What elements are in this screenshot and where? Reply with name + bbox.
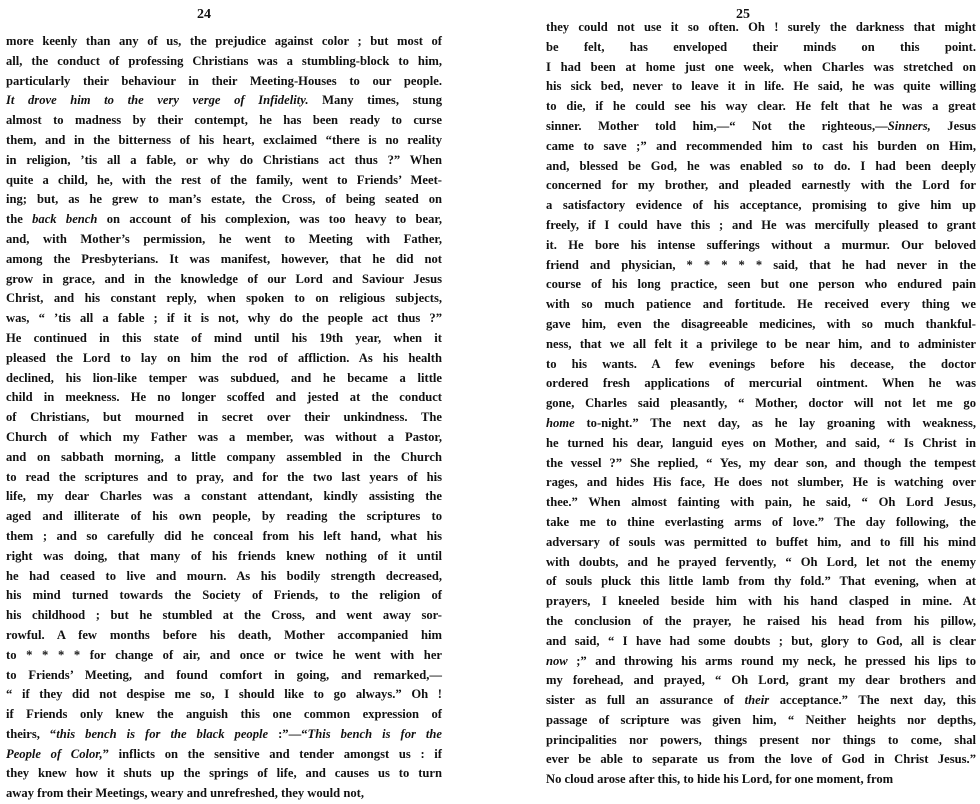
text-line [6, 270, 442, 290]
text-run: all, the conduct of professing Christians was a stumbling-block to him, [6, 53, 442, 68]
text-run: Jesus [930, 118, 977, 133]
text-line [546, 256, 976, 276]
text-run: and, with Mother’s permission, he went to Meeting with Father, [6, 231, 442, 246]
text-line [6, 388, 442, 408]
text-line [6, 428, 442, 448]
text-line [546, 117, 976, 137]
text-line [6, 448, 442, 468]
italic-text: It drove him to the very verge of Infidelity. [6, 93, 309, 108]
page-number: 25 [736, 7, 750, 22]
text-line [6, 369, 442, 389]
text-run: the conclusion of the prayer, he raised his head from his pillow, [546, 613, 976, 628]
text-line [6, 487, 442, 507]
text-line [546, 612, 976, 632]
text-run: thee.” When almost fainting with pain, he said, “ Oh Lord Jesus, [546, 495, 976, 510]
text-line [546, 374, 976, 394]
text-run: to * * * * for change of air, and once or twice he went with her [6, 647, 442, 662]
text-run: with doubts, and he prayed fervently, “ Oh Lord, let not the enemy [546, 554, 976, 569]
text-run: be felt, has enveloped their minds on this point. [546, 39, 976, 54]
text-line [6, 250, 442, 270]
text-run: theirs, “ [6, 726, 57, 741]
italic-text: back bench [32, 212, 98, 227]
text-run: course of his long practice, seen but one person who endured pain [546, 277, 976, 292]
text-run: Christ, and his constant reply, when spoken to on religious subjects, [6, 291, 442, 306]
text-run: ness, that we all felt it a privilege to be near him, and to administer [546, 336, 976, 351]
text-run: he turned his dear, languid eyes on Mother, and said, “ Is Christ in [546, 435, 976, 450]
text-run: ing; but, as he grew to man’s estate, the Cross, of being seated on [6, 192, 442, 207]
text-run: and, blessed be God, he was enabled so to do. I had been deeply [546, 158, 976, 173]
text-run: on account of his complexion, was too heavy to bear, [97, 212, 442, 227]
text-run: the vessel ?” She replied, “ Yes, my dear son, and though the tempest [546, 455, 976, 470]
text-run: :”—“ [268, 726, 308, 741]
text-line [546, 731, 976, 751]
text-run: concerned for my brother, and pleaded earnestly with the Lord for [546, 178, 976, 193]
text-run: ordered fresh applications of mercurial ointment. When he was [546, 376, 976, 391]
text-run: aged and illiterate of his own people, by reading the scriptures to [6, 509, 442, 524]
text-run: came to save ;” and recommended him to cast his burden on Him, [546, 138, 976, 153]
text-line [6, 52, 442, 72]
text-line [6, 131, 442, 151]
text-line [6, 329, 442, 349]
text-line [6, 626, 442, 646]
text-run: “ if they did not despise me so, I should like to go always.” Oh ! [6, 687, 442, 702]
text-line [6, 527, 442, 547]
text-run: them ; and so carefully did he conceal from his left hand, what his [6, 528, 442, 543]
text-run: with so much patience and fortitude. He received every thing we [546, 297, 976, 312]
text-line [6, 705, 442, 725]
text-run: in religion, ’tis all a fable, or why do Christians act thus ?” When [6, 152, 442, 167]
text-run: child in meekness. He no longer scoffed and jested at the conduct [6, 390, 442, 405]
text-run: he had ceased to live and mourn. As his bodily strength decreased, [6, 568, 442, 583]
text-run: of Christians, but mourned in secret over their unkindness. The [6, 410, 442, 425]
text-run: they could not use it so often. Oh ! surely the darkness that might [546, 20, 976, 34]
text-run: to Friends’ Meeting, and found comfort in going, and remarked,— [6, 667, 442, 682]
text-run: rages, and hides His face, He does not slumber, He is watching over [546, 475, 976, 490]
italic-text: People of Color, [6, 746, 103, 761]
text-line [546, 671, 976, 691]
text-run: Many times, stung [308, 93, 442, 108]
text-run: among the Presbyterians. It was manifest, however, that he did not [6, 251, 442, 266]
text-run: particularly their behaviour in their Meeting-Houses to our people. [6, 73, 442, 88]
text-line [6, 32, 442, 52]
text-line [546, 38, 976, 58]
italic-text: their [744, 693, 770, 708]
italic-text: home [546, 415, 575, 430]
text-line [6, 190, 442, 210]
text-line [546, 176, 976, 196]
page-text [546, 18, 976, 790]
italic-text: now [546, 653, 568, 668]
text-run: grow in grace, and in the knowledge of our Lord and Saviour Jesus [6, 271, 442, 286]
text-line [546, 275, 976, 295]
text-line [546, 97, 976, 117]
text-run: I had been at home just one week, when Charles was stretched on [546, 59, 976, 74]
text-line [546, 394, 976, 414]
text-line [546, 592, 976, 612]
text-line [6, 764, 442, 784]
text-run: sister as full an assurance of [546, 693, 745, 708]
text-run: away from their Meetings, weary and unrefreshed, they would not, [6, 786, 364, 801]
text-line [546, 572, 976, 592]
text-line [546, 632, 976, 652]
text-line [546, 533, 976, 553]
text-line [546, 434, 976, 454]
text-line [6, 309, 442, 329]
text-line [546, 236, 976, 256]
text-line [6, 289, 442, 309]
text-line [546, 454, 976, 474]
text-line [6, 646, 442, 666]
text-run: right was doing, that many of his friends knew nothing of it until [6, 548, 442, 563]
text-line [546, 553, 976, 573]
text-run: his sick bed, never to leave it in life. He said, he was quite willing [546, 79, 976, 94]
text-line [546, 691, 976, 711]
text-run: quite a child, he, with the rest of the family, went to Friends’ Meet- [6, 172, 442, 187]
text-run: to read the scriptures and to pray, and for the two last years of his [6, 469, 442, 484]
text-run: more keenly than any of us, the prejudice against color ; but most of [6, 34, 442, 48]
text-run: and said, “ I have had some doubts ; but, glory to God, all is clear [546, 633, 976, 648]
text-line [546, 335, 976, 355]
text-run: freely, if I could have this ; and He was mercifully pleased to grant [546, 217, 976, 232]
page-number: 24 [197, 7, 211, 22]
text-line [546, 493, 976, 513]
text-line [546, 58, 976, 78]
text-line [6, 606, 442, 626]
text-run: rowful. A few months before his death, Mother accompanied him [6, 627, 442, 642]
text-line [6, 408, 442, 428]
text-line [6, 468, 442, 488]
text-line [546, 473, 976, 493]
text-run: friend and physician, * * * * * said, that he had never in the [546, 257, 976, 272]
text-line [6, 210, 442, 230]
text-run: his childhood ; but he stumbled at the Cross, and went away sor- [6, 608, 442, 623]
text-line [546, 157, 976, 177]
text-run: gone, Charles said pleasantly, “ Mother, doctor will not let me go [546, 396, 976, 411]
text-line [546, 196, 976, 216]
text-run: gave him, even the disagreeable medicines, with so much thankful- [546, 316, 976, 331]
text-line [546, 414, 976, 434]
text-line [6, 784, 442, 804]
text-line [6, 745, 442, 765]
text-run: was, “ ’tis all a fable ; if it is not, why do the people act thus ?” [6, 311, 442, 326]
text-line [6, 586, 442, 606]
text-run: to-night.” The next day, as he lay groaning with weakness, [574, 415, 976, 430]
text-run: it. He bore his intense sufferings without a murmur. Our beloved [546, 237, 976, 252]
page-text [6, 32, 442, 804]
text-line [6, 666, 442, 686]
text-run: to die, if he could see his way clear. He felt that he was a great [546, 99, 976, 114]
text-run: take me to thine everlasting arms of love.” The day following, the [546, 514, 976, 529]
text-run: a satisfactory evidence of his acceptance, promising to give him up [546, 198, 976, 213]
text-line [6, 567, 442, 587]
text-line [6, 230, 442, 250]
text-run: ;” and throwing his arms round my neck, he pressed his lips to [567, 653, 976, 668]
text-run: the [6, 212, 33, 227]
text-run: declined, his lion-like temper was subdued, and he became a little [6, 370, 442, 385]
text-line [546, 315, 976, 335]
italic-text: this bench is for the black people [56, 726, 269, 741]
text-line [546, 770, 976, 790]
text-line [6, 349, 442, 369]
text-run: No cloud arose after this, to hide his Lord, for one moment, from [546, 772, 894, 787]
text-run: and on sabbath morning, a little company assembled in the Church [6, 449, 442, 464]
text-run: ever be able to separate us from the love of God in Christ Jesus.” [546, 752, 976, 767]
italic-text: Sinners, [887, 118, 931, 133]
text-line [6, 151, 442, 171]
text-line [6, 507, 442, 527]
text-line [546, 295, 976, 315]
text-line [546, 216, 976, 236]
text-run: passage of scripture was given him, “ Neither heights nor depths, [546, 712, 976, 727]
italic-text: This bench is for the [307, 726, 442, 741]
text-line [546, 513, 976, 533]
text-line [6, 72, 442, 92]
text-line [6, 91, 442, 111]
text-run: of souls pluck this little lamb from thy fold.” That evening, when at [546, 574, 976, 589]
text-run: acceptance.” The next day, this [769, 693, 976, 708]
text-run: almost to madness by their contempt, he has been ready to curse [6, 113, 442, 128]
text-run: if Friends only knew the anguish this one common expression of [6, 707, 442, 722]
text-run: pleased the Lord to lay on him the rod of affliction. As his health [6, 350, 442, 365]
text-line [6, 171, 442, 191]
text-run: He continued in this state of mind until his 19th year, when it [6, 330, 442, 345]
text-line [546, 137, 976, 157]
text-line [6, 725, 442, 745]
text-run: adversary of souls was permitted to buffet him, and to fill his mind [546, 534, 976, 549]
text-run: they knew how it shuts up the springs of life, and causes us to turn [6, 766, 442, 781]
text-run: sinner. Mother told him,—“ Not the righteous,— [546, 118, 888, 133]
text-run: prayers, I kneeled beside him with his hand clasped in mine. At [546, 594, 976, 609]
text-run: them, and in the bitterness of his heart, exclaimed “there is no reality [6, 132, 442, 147]
text-line [6, 685, 442, 705]
text-line [546, 355, 976, 375]
text-run: life, my dear Charles was a constant attendant, kindly assisting the [6, 489, 442, 504]
text-line [6, 547, 442, 567]
right-page [540, 0, 980, 787]
text-line [6, 111, 442, 131]
text-run: ” inflicts on the sensitive and tender amongst us : if [102, 746, 443, 761]
text-line [546, 77, 976, 97]
text-run: principalities nor powers, things present nor things to come, shal [546, 732, 976, 747]
text-run: my forehead, and prayed, “ Oh Lord, grant my dear brothers and [546, 673, 976, 688]
text-line [546, 18, 976, 38]
text-run: his mind turned towards the Society of Friends, to the religion of [6, 588, 442, 603]
text-line [546, 711, 976, 731]
text-line [546, 750, 976, 770]
text-run: Church of which my Father was a member, was without a Pastor, [6, 429, 442, 444]
left-page [0, 0, 474, 801]
text-run: to his wants. A few evenings before his decease, the doctor [546, 356, 976, 371]
text-line [546, 652, 976, 672]
